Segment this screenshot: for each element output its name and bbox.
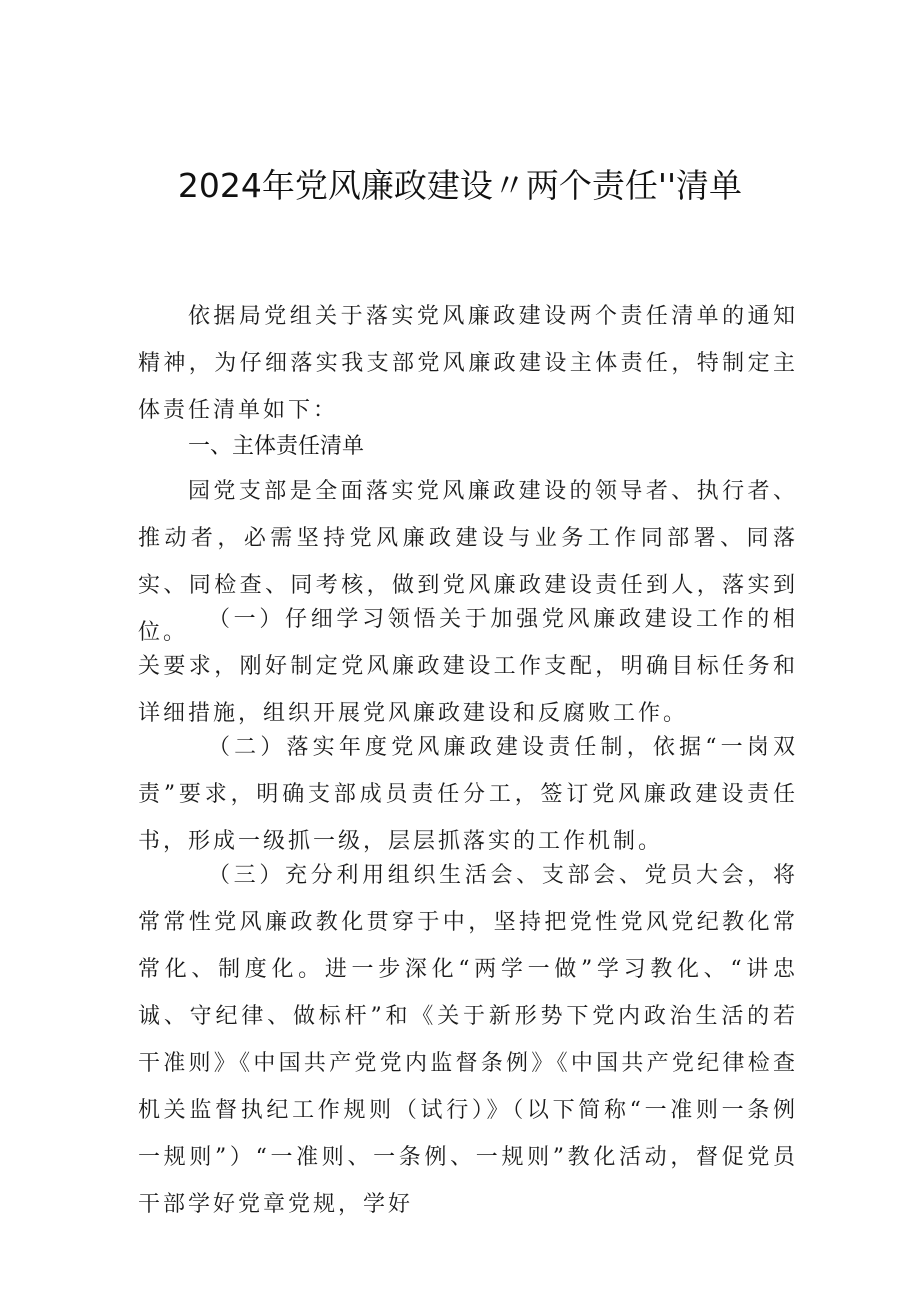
section-paragraph: 园党支部是全面落实党风廉政建设的领导者、执行者、推动者，必需坚持党风廉政建设与业务工作同部署、同落实、同检查、同考核，做到党风廉政建设责任到人，落实到位。: [138, 479, 798, 645]
list-item-2: （二）落实年度党风廉政建设责任制，依据“一岗双责”要求，明确支部成员责任分工，签订党风廉政建设责任书，形成一级抓一级，层层抓落实的工作机制。: [138, 735, 798, 854]
list-item-1: （一）仔细学习领悟关于加强党风廉政建设工作的相关要求，刚好制定党风廉政建设工作支配，明确目标任务和详细措施，组织开展党风廉政建设和反腐败工作。: [138, 607, 798, 726]
intro-paragraph: 依据局党组关于落实党风廉政建设两个责任清单的通知精神，为仔细落实我支部党风廉政建设主体责任，特制定主体责任清单如下：: [138, 304, 798, 423]
section-heading: 一、主体责任清单: [188, 434, 365, 459]
document-title: 2024年党风廉政建设〃两个责任''清单: [177, 166, 743, 205]
list-item-3: （三）充分利用组织生活会、支部会、党员大会，将常常性党风廉政教化贯穿于中，坚持把党性党风党纪教化常常化、制度化。进一步深化“两学一做”学习教化、“讲忠诚、守纪律、做标杆”和《关于新形势下党内政治生活的若干准则》《中国共产党党内监督条例》《中国共产党纪律检查机关监督执纪工作规则（试行）》（以下简称“一准则一条例一规则”）“一准则、一条例、一规则”教化活动，督促党员干部学好党章党规，学好: [138, 863, 798, 1217]
